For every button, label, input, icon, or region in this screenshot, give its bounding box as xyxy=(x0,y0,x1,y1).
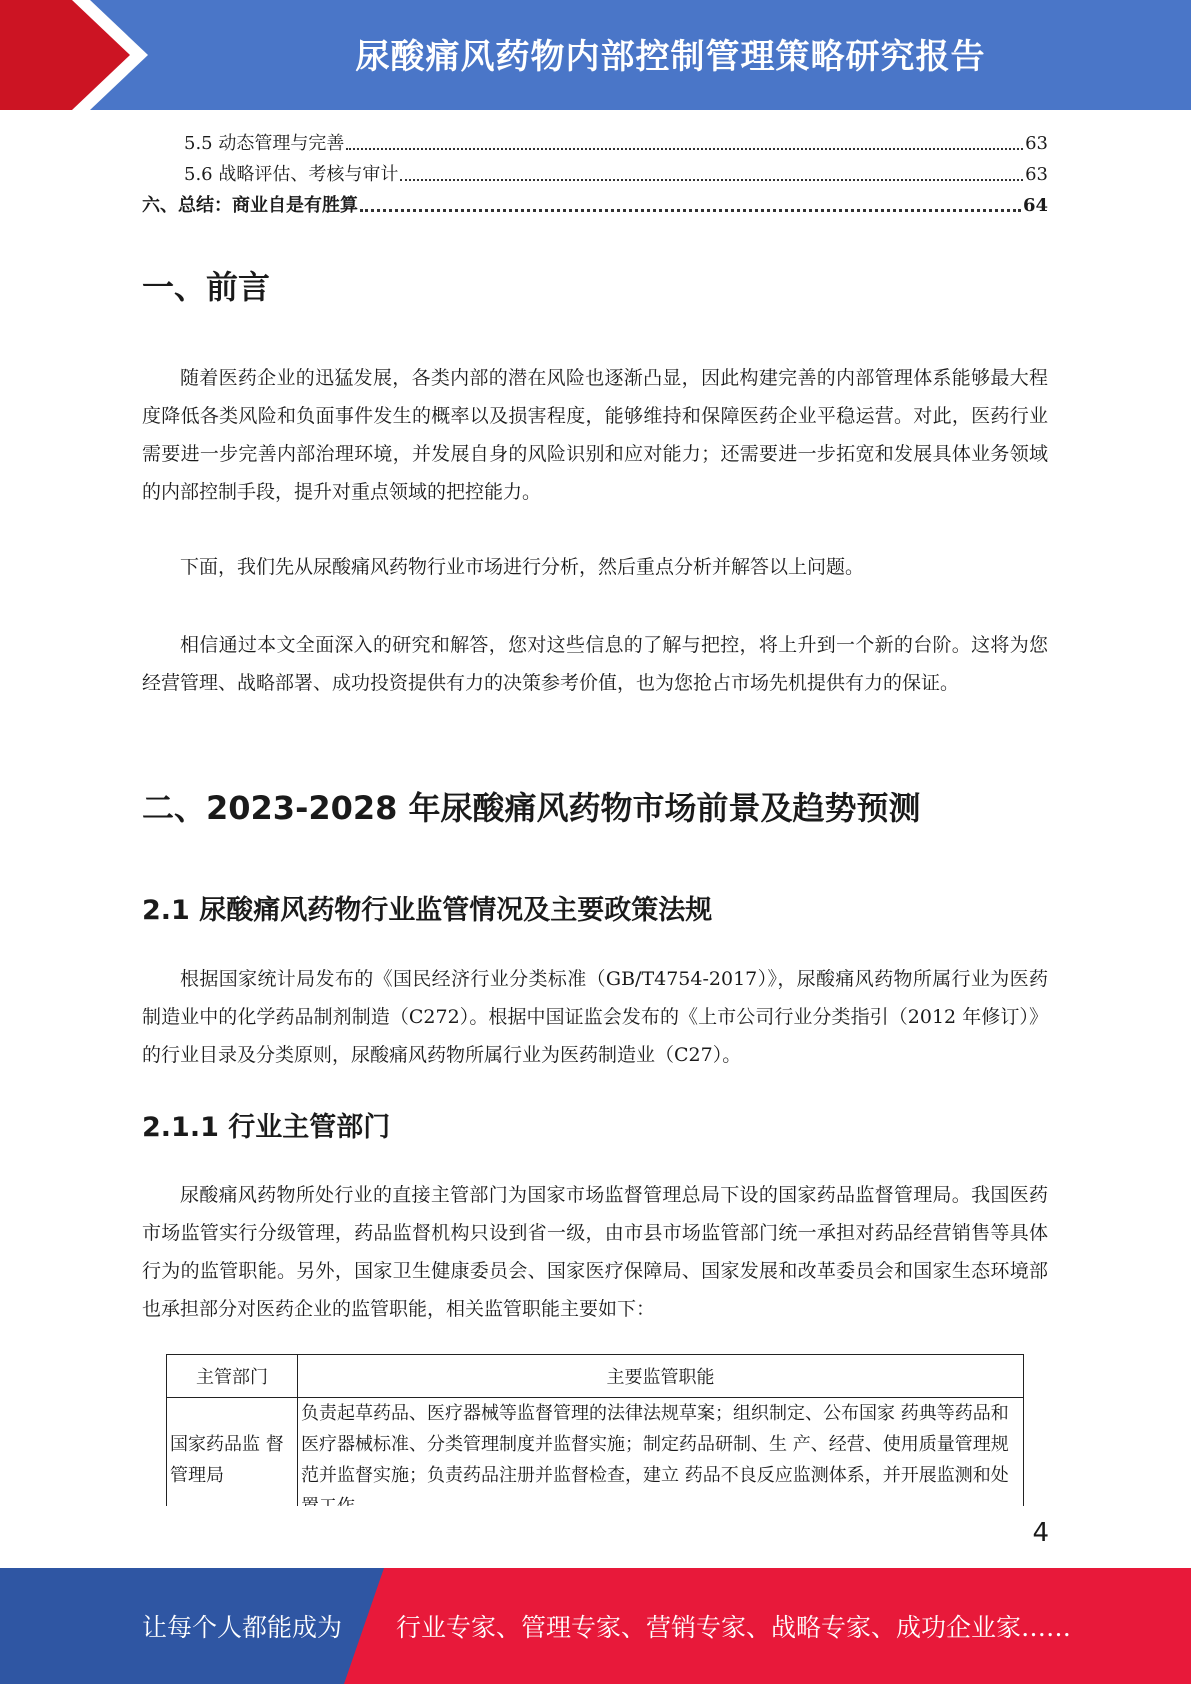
page-number: 4 xyxy=(1032,1518,1049,1548)
footer-slogan-right: 行业专家、管理专家、营销专家、战略专家、成功企业家…… xyxy=(396,1613,1072,1642)
toc-entry-page: 64 xyxy=(1022,195,1048,216)
toc-entry-label: 5.5 动态管理与完善 xyxy=(184,133,345,154)
subsection-heading: 2.1 尿酸痛风药物行业监管情况及主要政策法规 xyxy=(142,895,713,926)
paragraph: 根据国家统计局发布的《国民经济行业分类标准（GB/T4754-2017）》，尿酸痛风药物所属行业为医药制造业中的化学药品制剂制造（C272）。根据中国证监会发布的《上市公司行业分类指引（2012 年修订）》的行业目录及分类原则，尿酸痛风药物所属行业为医药制造业（C27）。 xyxy=(142,968,1048,1066)
paragraph: 随着医药企业的迅猛发展，各类内部的潜在风险也逐渐凸显，因此构建完善的内部管理体系能够最大程度降低各类风险和负面事件发生的概率以及损害程度，能够维持和保障医药企业平稳运营。对此，医药行业需要进一步完善内部治理环境，并发展自身的风险识别和应对能力；还需要进一步拓宽和发展具体业务领域的内部控制手段，提升对重点领域的把控能力。 xyxy=(142,367,1048,503)
report-title: 尿酸痛风药物内部控制管理策略研究报告 xyxy=(355,36,986,77)
table-of-contents xyxy=(142,128,1048,221)
header-banner xyxy=(0,0,1191,110)
section-heading: 二、2023-2028 年尿酸痛风药物市场前景及趋势预测 xyxy=(142,789,921,827)
toc-entry[interactable] xyxy=(142,190,1048,221)
toc-entry[interactable] xyxy=(142,128,1048,159)
footer-slogan-left: 让每个人都能成为 xyxy=(142,1613,343,1642)
toc-entry-page: 63 xyxy=(1025,164,1048,185)
table-cell-dept: 国家药品监 督管理局 xyxy=(167,1398,298,1523)
table-row xyxy=(167,1398,1024,1523)
column-header: 主管部门 xyxy=(167,1355,298,1398)
toc-leader xyxy=(346,148,1023,150)
column-header: 主要监管职能 xyxy=(298,1355,1024,1398)
toc-entry-page: 63 xyxy=(1025,133,1048,154)
toc-leader xyxy=(400,179,1023,181)
toc-entry-label: 5.6 战略评估、考核与审计 xyxy=(184,164,399,185)
regulator-table xyxy=(166,1354,1024,1523)
toc-leader xyxy=(360,209,1021,212)
table-cell-duty: 负责起草药品、医疗器械等监督管理的法律法规草案；组织制定、公布国家 药典等药品和医疗器械标准、分类管理制度并监督实施；制定药品研制、生 产、经营、使用质量管理规范并监督实施；负责药品注册并监督检查，建立 药品不良反应监测体系，并开展监测和处 xyxy=(298,1398,1024,1523)
footer-banner xyxy=(0,1568,1191,1684)
paragraph: 尿酸痛风药物所处行业的直接主管部门为国家市场监督管理总局下设的国家药品监督管理局。我国医药市场监管实行分级管理，药品监督机构只设到省一级，由市县市场监管部门统一承担对药品经营销售等具体行为的监管职能。另外，国家卫生健康委员会、国家医疗保障局、国家发展和改革委员会和国家生态环境部也承担部分对医药企业的监管职能，相关监管职能主要如下： xyxy=(142,1184,1048,1320)
paragraph: 相信通过本文全面深入的研究和解答，您对这些信息的了解与把控，将上升到一个新的台阶。这将为您经营管理、战略部署、成功投资提供有力的决策参考价值，也为您抢占市场先机提供有力的保证。 xyxy=(142,634,1048,694)
subsection-heading: 2.1.1 行业主管部门 xyxy=(142,1112,391,1143)
section-heading: 一、前言 xyxy=(142,268,271,306)
chevron-icon xyxy=(0,0,160,110)
toc-entry[interactable] xyxy=(142,159,1048,190)
table-header-row xyxy=(167,1355,1024,1398)
page-bottom-clip xyxy=(150,1506,1050,1530)
toc-entry-label: 六、总结：商业自是有胜算 xyxy=(142,195,358,216)
paragraph: 下面，我们先从尿酸痛风药物行业市场进行分析，然后重点分析并解答以上问题。 xyxy=(180,556,865,578)
